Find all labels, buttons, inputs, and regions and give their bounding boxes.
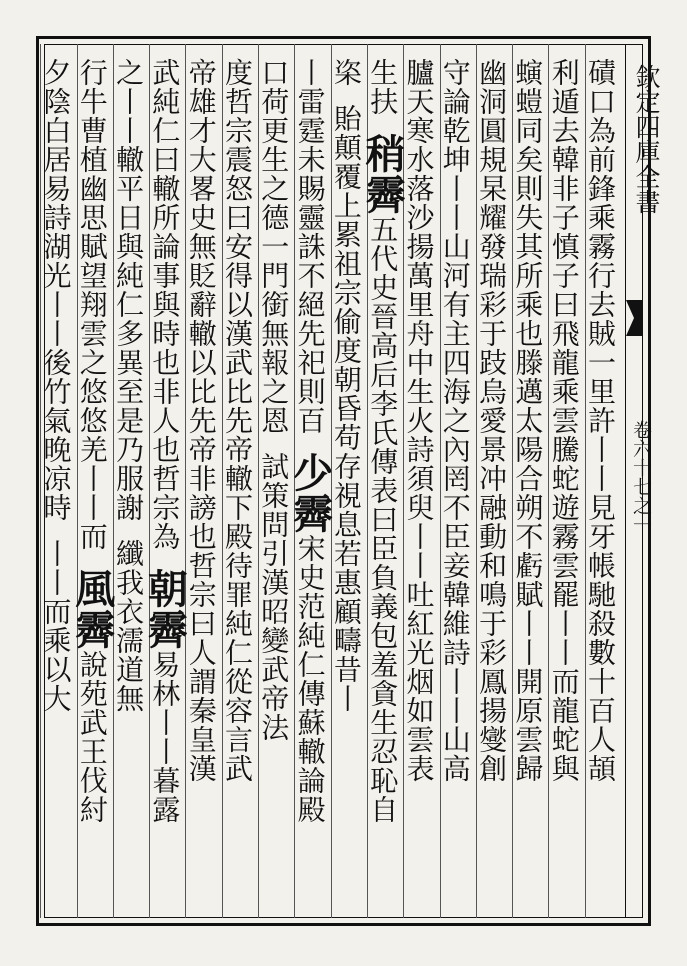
text-column	[583, 58, 620, 783]
text-column	[438, 58, 475, 783]
text-run: 五代史晉高后李氏傳表曰臣負義包羞貪生忍恥自	[366, 214, 400, 824]
entry-heading: 朝霽	[141, 567, 189, 650]
text-run: 磧口為前鋒乘霧行去賊一里許丨丨見牙帳馳殺數十百人頡	[583, 58, 617, 783]
text-run: 守論乾坤丨丨山河有主四海之內罔不臣妾韓維詩丨丨山高	[438, 58, 472, 783]
text-run: 帝雄才大畧史無貶辭轍以比先帝非謗也哲宗曰人謂秦皇漢	[184, 58, 218, 783]
text-run: 武純仁曰轍所論事與時也非人也哲宗為	[148, 58, 182, 551]
text-run: 丨丨而乘以大	[39, 538, 73, 713]
text-column	[475, 58, 511, 783]
text-column	[257, 58, 293, 742]
text-run: 說苑武王伐紂	[75, 649, 109, 824]
text-column	[286, 58, 334, 824]
text-run: 螾螘同矣則失其所乘也滕邁太陽合朔不虧賦丨丨開原雲歸	[511, 58, 545, 783]
text-run: 丨雷霆未賜靈誅不絕先祀則百	[293, 58, 327, 435]
text-run: 幽洞圓規杲耀發瑞彩于跂烏愛景冲融動和鳴于彩鳳揚燮創	[475, 58, 509, 783]
text-run: 易林丨丨暮露	[148, 649, 182, 824]
book-title: 欽定四庫全書	[632, 64, 661, 214]
text-column	[402, 58, 438, 783]
text-column	[112, 58, 148, 713]
text-column	[547, 58, 583, 783]
text-column	[68, 58, 116, 824]
text-column	[141, 58, 189, 824]
text-run: 宋史范純仁傳蘇轍論殿	[293, 533, 327, 824]
text-run: 試策問引漢昭變武帝法	[257, 451, 291, 742]
text-column	[39, 58, 75, 713]
text-run: 生扶	[366, 58, 400, 116]
text-run: 纖我衣濡道無	[112, 538, 146, 713]
entry-heading: 風霽	[68, 567, 116, 650]
text-column	[359, 58, 407, 824]
text-column	[184, 58, 220, 783]
text-column	[220, 58, 257, 783]
volume-number: 卷六十七之一	[630, 420, 652, 534]
text-column	[511, 58, 547, 783]
text-run: 行牛曹植幽思賦望翔雲之悠悠羌丨丨而	[75, 58, 109, 551]
text-run: 貽顛覆上累祖宗偷度朝昏苟存視息若惠顧疇昔丨	[329, 103, 363, 713]
entry-heading: 少霽	[286, 451, 334, 534]
text-run: 口荷更生之德一門銜無報之恩	[257, 58, 291, 435]
text-run: 夕陰白居易詩湖光丨丨後竹氣晚凉時	[39, 58, 73, 522]
text-run: 臚天寒水落沙揚萬里舟中生火詩須臾丨丨吐紅光烟如雲表	[402, 58, 436, 783]
text-run: 之丨丨轍平日與純仁多異至是乃服謝	[112, 58, 146, 522]
text-run: 栥	[329, 58, 363, 87]
margin-strip-line	[625, 44, 626, 918]
entry-heading: 稍霽	[359, 132, 407, 215]
fishtail-mark	[626, 300, 643, 336]
text-column	[329, 58, 366, 713]
text-run: 利遁去韓非子慎子曰飛龍乘雲騰蛇遊霧雲罷丨丨而龍蛇與	[547, 58, 581, 783]
text-run: 度哲宗震怒曰安得以漢武比先帝轍下殿待罪純仁從容言武	[220, 58, 254, 783]
